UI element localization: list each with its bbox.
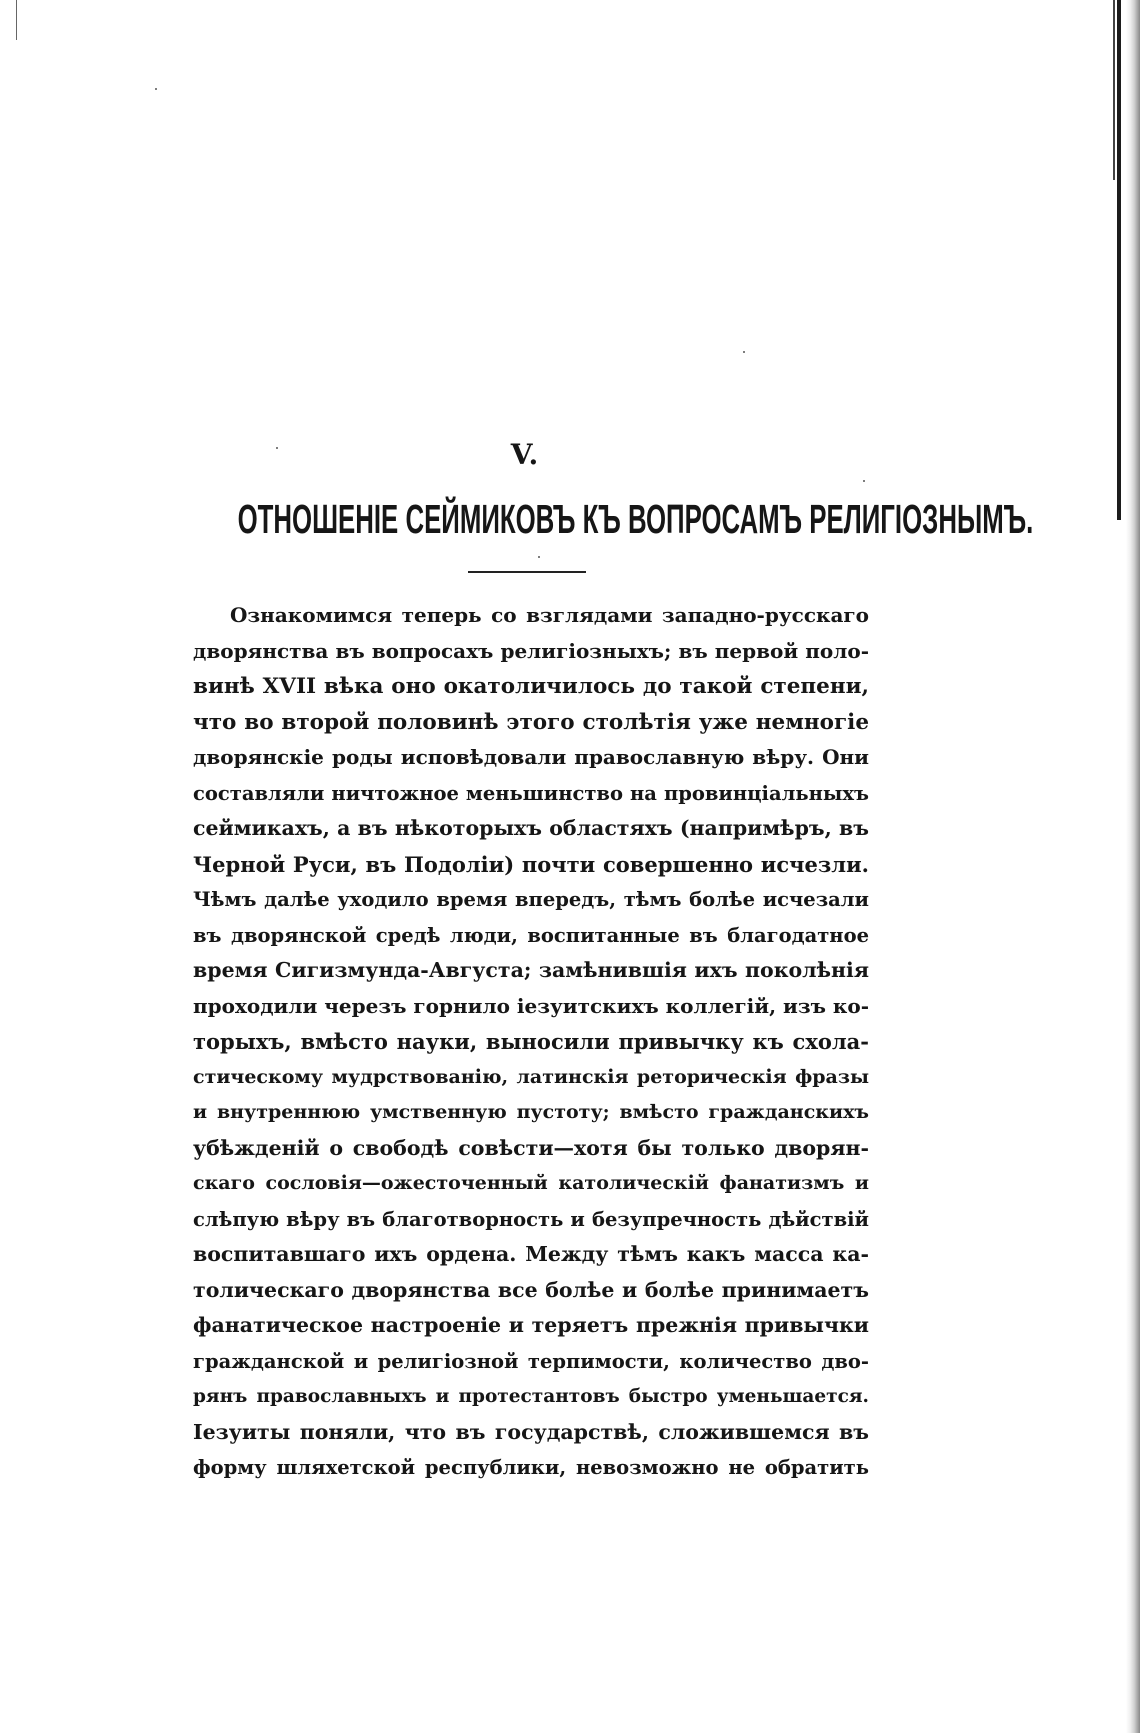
scan-speck [743,351,745,353]
body-text [193,598,869,1486]
text-line: торыхъ, вмѣсто науки, выносили привычку къ схола- [193,1029,869,1054]
text-line: стическому мудрствованію, латинскія реторическія фразы [193,1065,869,1088]
text-line: Іезуиты поняли, что въ государствѣ, сложившемся въ [193,1419,869,1444]
title-divider [468,571,586,573]
text-line: воспитавшаго ихъ ордена. Между тѣмъ какъ масса ка- [193,1242,869,1266]
scan-speck [863,480,865,482]
text-line: толическаго дворянства все болѣе и болѣе принимаетъ [193,1277,869,1302]
text-line: убѣжденій о свободѣ совѣсти—хотя бы только дворян- [193,1135,869,1160]
scan-speck [155,88,157,90]
scan-speck [538,556,540,558]
text-line: форму шляхетской республики, невозможно не обратить [193,1456,869,1479]
scan-edge-right [1126,0,1140,1733]
text-line: дворянства въ вопросахъ религіозныхъ; въ первой поло- [193,638,869,663]
text-line: что во второй половинѣ этого столѣтія уже немногіе [193,709,869,735]
text-line: слѣпую вѣру въ благотворность и безупречность дѣйствій [193,1207,869,1231]
chapter-number: V. [510,438,540,471]
text-line: скаго сословія—ожесточенный католическій фанатизмъ и [193,1172,869,1194]
text-line: дворянскіе роды исповѣдовали православную вѣру. Они [193,745,869,769]
text-line: винѣ XVII вѣка оно окатоличилось до такой степени, [193,674,869,699]
scan-edge-line-secondary [1113,0,1115,180]
text-line: фанатическое настроеніе и теряетъ прежнія привычки [193,1313,869,1337]
text-line: рянъ православныхъ и протестантовъ быстро уменьшается. [193,1386,869,1407]
text-line: Ознакомимся теперь со взглядами западно-русскаго [230,603,869,627]
text-line: проходили черезъ горнило іезуитскихъ коллегій, изъ ко- [193,993,869,1018]
chapter-title: ОТНОШЕНІЕ СЕЙМИКОВЪ КЪ ВОПРОСАМЪ РЕЛИГІОЗНЫМЪ. [237,498,1034,543]
text-line: и внутреннюю умственную пустоту; вмѣсто гражданскихъ [193,1101,869,1123]
scan-edge-left [16,0,17,40]
text-line: время Сигизмунда-Августа; замѣнившія ихъ поколѣнія [193,958,869,982]
text-line: составляли ничтожное меньшинство на провинціальныхъ [193,781,869,805]
text-line: сеймикахъ, а въ нѣкоторыхъ областяхъ (напримѣръ, въ [193,816,869,840]
text-line: Черной Руси, въ Подоліи) почти совершенно исчезли. [193,851,869,877]
text-line: Чѣмъ далѣе уходило время впередъ, тѣмъ болѣе исчезали [193,888,869,911]
text-line: въ дворянской средѣ люди, воспитанные въ благодатное [193,923,869,947]
scan-edge-line [1117,0,1121,520]
text-line: гражданской и религіозной терпимости, количество дво- [193,1349,869,1373]
